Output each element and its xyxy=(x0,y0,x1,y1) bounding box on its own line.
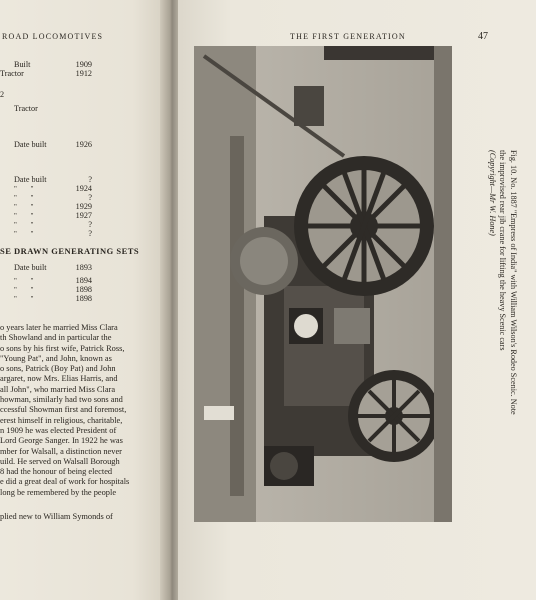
figure-caption-box xyxy=(458,150,518,470)
text-line: howman, similarly had two sons and xyxy=(0,395,123,405)
text-line: e did a great deal of work for hospitals xyxy=(0,477,130,487)
table-row-value: 1912 xyxy=(75,69,92,78)
table-row-label: Date built xyxy=(14,140,47,149)
table-row-label: Built xyxy=(14,60,31,69)
text-line: long be remembered by the people xyxy=(0,487,117,497)
text-line: o sons, Patrick (Boy Pat) and John xyxy=(0,364,116,374)
text-line: th Showland and in particular the xyxy=(0,333,112,343)
section-heading: SE DRAWN GENERATING SETS xyxy=(0,246,140,256)
text-line: erest himself in religious, charitable, xyxy=(0,415,123,425)
ditto-mark: " " xyxy=(14,185,40,193)
caption-line: Fig. 10. No. 1887 "Empress of India" with William Wilson's Rodeo Scenic. Note xyxy=(509,150,518,415)
text-line: o sons by his first wife, Patrick Ross, xyxy=(0,343,125,353)
left-running-head: ROAD LOCOMOTIVES xyxy=(2,32,104,41)
table-row-value: 1894 xyxy=(75,276,92,285)
right-running-head: THE FIRST GENERATION xyxy=(290,32,406,41)
text-line: o years later he married Miss Clara xyxy=(0,323,118,332)
ditto-mark: " " xyxy=(14,194,40,202)
text-line: n 1909 he was elected President of xyxy=(0,425,117,435)
ditto-mark: " " xyxy=(14,203,40,211)
page-number: 47 xyxy=(478,31,488,42)
caption-credit: (Copyright—Mr W. Hone) xyxy=(488,150,497,236)
ditto-mark: " " xyxy=(14,221,40,229)
table-row-value: ? xyxy=(88,220,92,229)
ditto-mark: " " xyxy=(14,277,40,285)
engine-photograph xyxy=(194,46,452,522)
table-row-value: 1924 xyxy=(75,184,92,193)
text-line: mber for Walsall, a distinction never xyxy=(0,446,122,456)
left-page xyxy=(0,0,166,600)
table-row-value: ? xyxy=(88,193,92,202)
table-row-label: Date built xyxy=(14,263,47,272)
ditto-mark: " " xyxy=(14,212,40,220)
table-row-label: 2 xyxy=(0,90,5,99)
table-row-value: ? xyxy=(88,175,92,184)
table-row-value: 1929 xyxy=(75,202,92,211)
ditto-mark: " " xyxy=(14,295,40,303)
ditto-mark: " " xyxy=(14,230,40,238)
text-line: argaret, now Mrs. Elias Harris, and xyxy=(0,374,118,384)
figure-caption xyxy=(458,150,518,470)
table-row-value: 1898 xyxy=(75,285,92,294)
text-line: "Young Pat", and John, known as xyxy=(0,353,112,363)
photo-illustration xyxy=(194,46,452,522)
table-row-value: 1893 xyxy=(75,263,92,272)
table-row-label: Date built xyxy=(14,175,47,184)
text-line: 8 had the honour of being elected xyxy=(0,467,113,477)
table-row-label: Tractor xyxy=(14,104,38,113)
table-row-value: ? xyxy=(88,229,92,238)
table-row-value: 1909 xyxy=(75,60,92,69)
text-line: plied new to William Symonds of xyxy=(0,512,113,521)
text-line: uild. He served on Walsall Borough xyxy=(0,456,120,466)
body-paragraph xyxy=(0,323,129,498)
table-row-label: Tractor xyxy=(0,69,24,78)
text-line: all John", who married Miss Clara xyxy=(0,384,116,394)
caption-line: the improvised rear jib crane for lifting the heavy Scenic cars xyxy=(498,150,508,351)
right-page xyxy=(178,0,536,600)
table-row-value: 1927 xyxy=(75,211,92,220)
text-line: ccessful Showman first and foremost, xyxy=(0,405,127,415)
ditto-mark: " " xyxy=(14,286,40,294)
text-line: Lord George Sanger. In 1922 he was xyxy=(0,436,123,446)
table-row-value: 1926 xyxy=(75,140,92,149)
table-row-value: 1898 xyxy=(75,294,92,303)
